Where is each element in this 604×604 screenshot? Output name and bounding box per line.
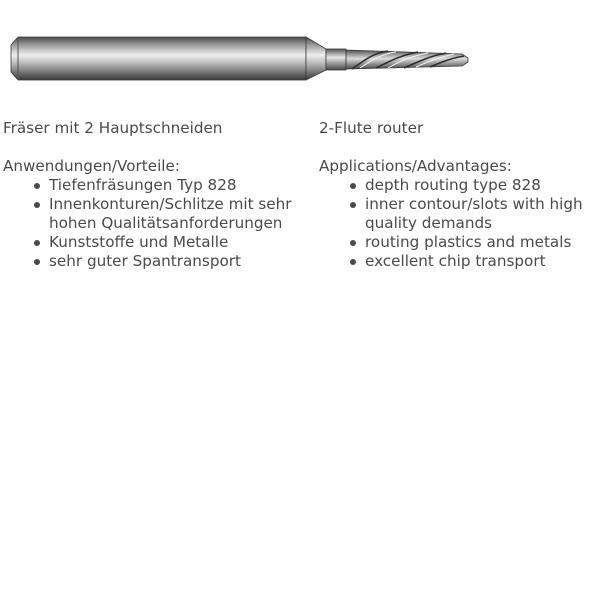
english-section-title: Applications/Advantages: (319, 157, 512, 175)
english-title: 2-Flute router (319, 119, 424, 137)
list-item: excellent chip transport (365, 252, 604, 271)
german-section-title: Anwendungen/Vorteile: (3, 157, 180, 175)
english-description (319, 119, 604, 271)
english-feature-list (319, 176, 604, 271)
end-mill-2-flute-icon (0, 28, 480, 90)
list-item: depth routing type 828 (365, 176, 604, 195)
list-item: Kunststoffe und Metalle (49, 233, 315, 252)
list-item: Innenkonturen/Schlitze mit sehr hohen Qualitätsanforderungen (49, 195, 315, 233)
list-item: inner contour/slots with high quality demands (365, 195, 604, 233)
german-title: Fräser mit 2 Hauptschneiden (3, 119, 223, 137)
list-item: sehr guter Spantransport (49, 252, 315, 271)
german-description (3, 119, 315, 271)
german-feature-list (3, 176, 315, 271)
list-item: Tiefenfräsungen Typ 828 (49, 176, 315, 195)
list-item: routing plastics and metals (365, 233, 604, 252)
